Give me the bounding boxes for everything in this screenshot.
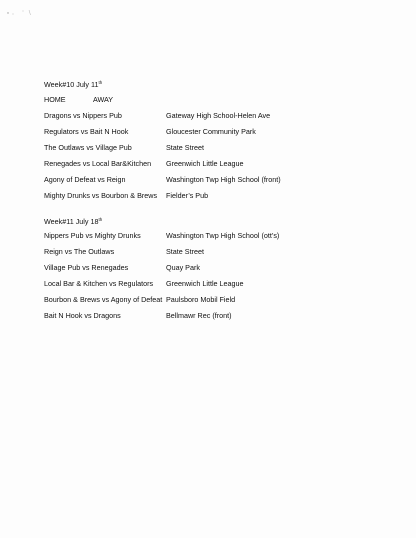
week-11-match-row (44, 311, 384, 321)
week-11-match-row (44, 247, 384, 257)
match-teams: Agony of Defeat vs Reign (44, 175, 126, 184)
week-10-match-row (44, 175, 384, 185)
match-teams: Reign vs The Outlaws (44, 247, 115, 256)
home-column-label: HOME (44, 95, 66, 104)
week-11-title-suffix: th (98, 217, 103, 222)
match-teams: Bourbon & Brews vs Agony of Defeat (44, 295, 163, 304)
week-11-match-row (44, 279, 384, 289)
match-venue: Gloucester Community Park (166, 127, 256, 136)
week-11-title-text: Week#11 July 18 (44, 217, 99, 226)
week-10-match-row (44, 143, 384, 153)
match-venue: Fielder’s Pub (166, 191, 209, 200)
match-venue: State Street (166, 247, 204, 256)
match-teams: Renegades vs Local Bar&Kitchen (44, 159, 152, 168)
week-10-match-row (44, 111, 384, 121)
match-teams: Local Bar & Kitchen vs Regulators (44, 279, 154, 288)
home-away-header (44, 95, 114, 104)
match-venue: State Street (166, 143, 204, 152)
match-venue: Paulsboro Mobil Field (166, 295, 236, 304)
match-venue: Washington Twp High School (front) (166, 175, 281, 184)
week-10-title (44, 78, 102, 89)
week-11-match-row (44, 295, 384, 305)
week-11-match-row (44, 231, 384, 241)
week-11-match-row (44, 263, 384, 273)
week-10-match-row (44, 159, 384, 169)
scan-speck-marks (0, 0, 40, 25)
match-teams: Mighty Drunks vs Bourbon & Brews (44, 191, 158, 200)
match-teams: Nippers Pub vs Mighty Drunks (44, 231, 141, 240)
match-venue: Washington Twp High School (ott’s) (166, 231, 280, 240)
away-column-label: AWAY (93, 95, 114, 104)
match-venue: Gateway High School-Helen Ave (166, 111, 271, 120)
match-venue: Greenwich Little League (166, 279, 244, 288)
match-venue: Quay Park (166, 263, 200, 272)
week-10-title-suffix: th (98, 80, 103, 85)
match-teams: Village Pub vs Renegades (44, 263, 129, 272)
week-10-match-row (44, 191, 384, 201)
match-venue: Bellmawr Rec (front) (166, 311, 232, 320)
week-10-match-row (44, 127, 384, 137)
week-11-title (44, 215, 102, 226)
match-venue: Greenwich Little League (166, 159, 244, 168)
match-teams: Bait N Hook vs Dragons (44, 311, 121, 320)
week-10-title-text: Week#10 July 11 (44, 80, 99, 89)
match-teams: The Outlaws vs Village Pub (44, 143, 132, 152)
match-teams: Dragons vs Nippers Pub (44, 111, 122, 120)
match-teams: Regulators vs Bait N Hook (44, 127, 129, 136)
